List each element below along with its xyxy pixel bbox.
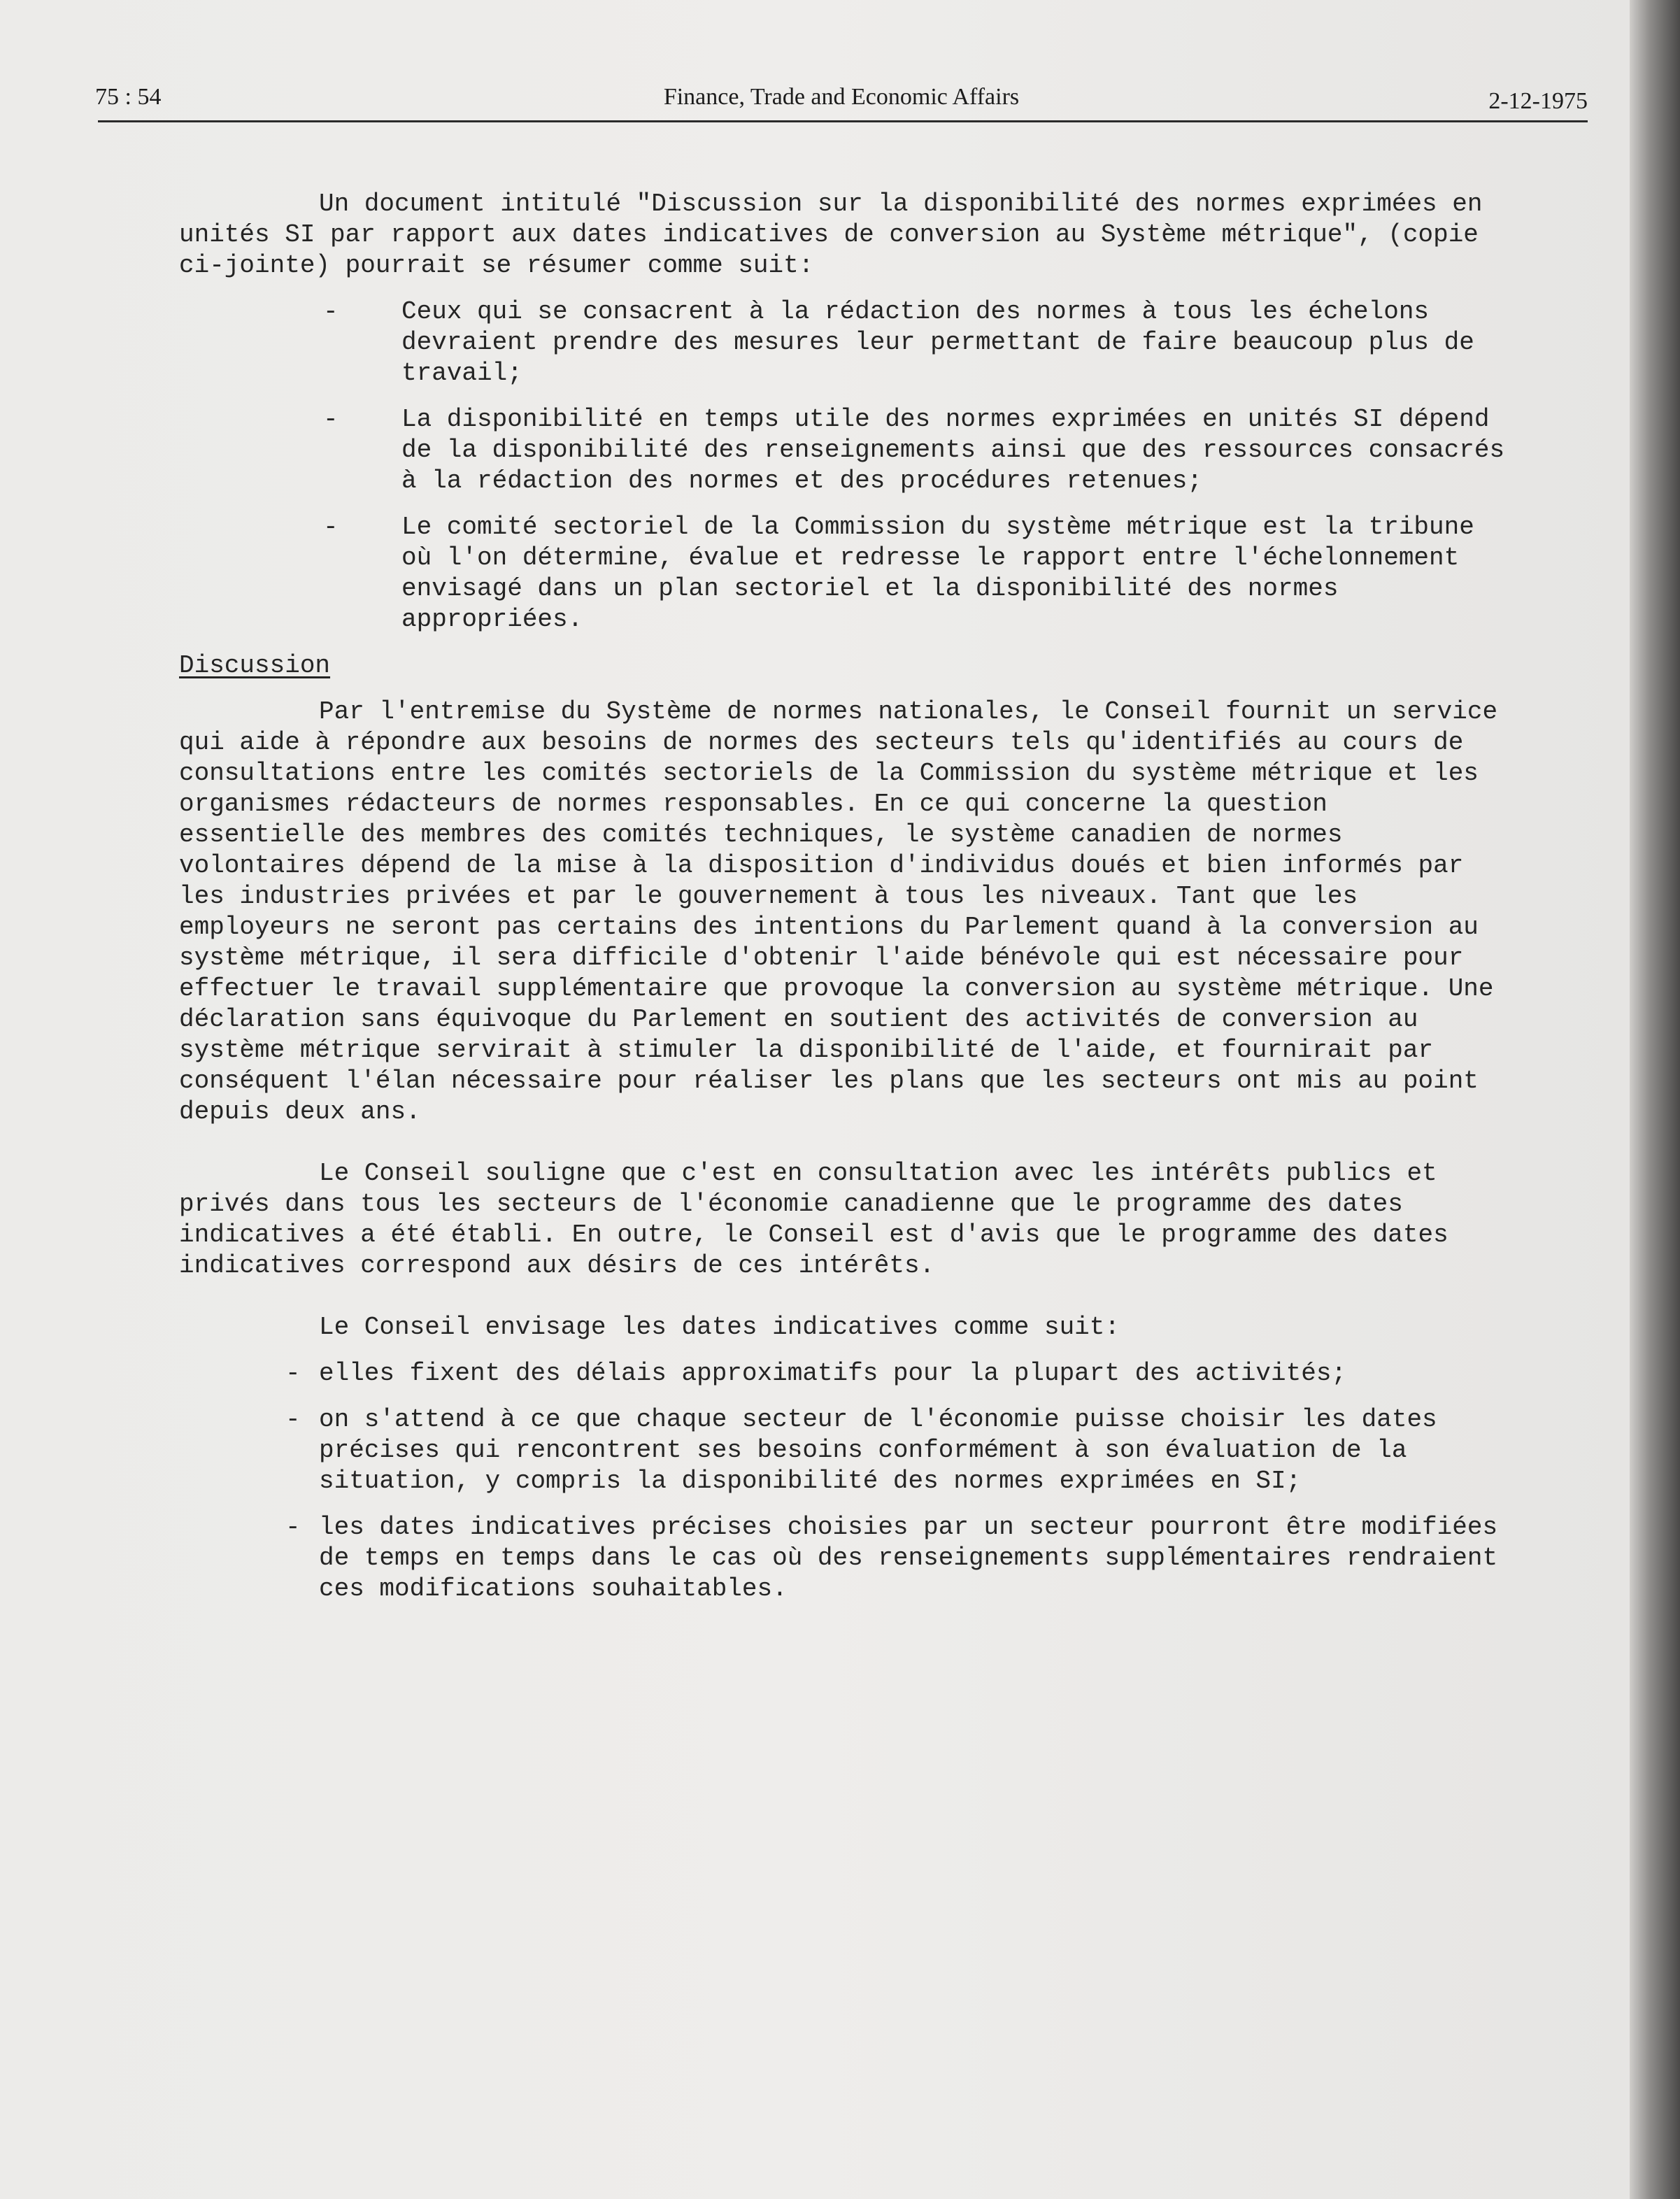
summary-item-text: Ceux qui se consacrent à la rédaction des normes à tous les échelons devraient prendre des mesures leur permettant de faire beaucoup plus de travail; — [401, 297, 1474, 387]
dates-item — [179, 1404, 1508, 1497]
header-rule — [98, 120, 1588, 122]
bullet-marker: - — [285, 1359, 301, 1388]
dates-list — [179, 1358, 1508, 1604]
bullet-marker: - — [323, 513, 339, 541]
dates-item-text: les dates indicatives précises choisies par un secteur pourront être modifiées de temps en temps dans le cas où des renseignements supplémentaires rendraient ces modifications souhaitables. — [319, 1513, 1498, 1603]
binding-edge-shadow — [1630, 0, 1680, 2199]
dates-item — [179, 1512, 1508, 1604]
running-title: Finance, Trade and Economic Affairs — [663, 84, 1020, 110]
discussion-paragraph: Le Conseil souligne que c'est en consultation avec les intérêts publics et privés dans tous les secteurs de l'économie canadienne que le programme des dates indicatives a été établi. En outre, le Conseil est d'avis que le programme des dates indicatives correspond aux désirs de ces intérêts. — [179, 1159, 1448, 1280]
bullet-marker: - — [323, 405, 339, 434]
document-body — [179, 189, 1508, 1604]
dates-item-text: on s'attend à ce que chaque secteur de l'économie puisse choisir les dates précises qui rencontrent ses besoins conformément à son évaluation de la situation, y compris la disponibilité des normes exprimées en SI; — [319, 1405, 1437, 1495]
section-heading — [179, 650, 1508, 681]
intro-paragraph: Un document intitulé "Discussion sur la disponibilité des normes exprimées en unités SI par rapport aux dates indicatives de conversion au Système métrique", (copie ci-jointe) pourrait se résumer comme suit: — [179, 190, 1483, 280]
discussion-paragraph: Le Conseil envisage les dates indicatives comme suit: — [319, 1313, 1120, 1342]
dates-item-text: elles fixent des délais approximatifs pour la plupart des activités; — [319, 1359, 1347, 1388]
summary-item — [179, 404, 1508, 497]
header-date: 2-12-1975 — [1488, 88, 1588, 114]
page-header — [95, 84, 1588, 120]
bullet-marker: - — [323, 297, 339, 326]
bullet-marker: - — [285, 1405, 301, 1434]
discussion-heading: Discussion — [179, 651, 331, 680]
dates-item — [179, 1358, 1508, 1389]
summary-item-text: La disponibilité en temps utile des normes exprimées en unités SI dépend de la disponibilité des renseignements ainsi que des ressources consacrés à la rédaction des normes et des procédures retenues; — [401, 405, 1505, 495]
summary-item — [179, 297, 1508, 389]
summary-item-text: Le comité sectoriel de la Commission du système métrique est la tribune où l'on détermine, évalue et redresse le rapport entre l'échelonnement envisagé dans un plan sectoriel et la disponibilité des normes appropriées. — [401, 513, 1474, 634]
summary-list — [179, 297, 1508, 635]
discussion-paragraph: Par l'entremise du Système de normes nationales, le Conseil fournit un service qui aide à répondre aux besoins de normes des secteurs tels qu'identifiés au cours de consultations entre les comités sectoriels de la Commission du système métrique et les organismes rédacteurs de normes responsables. En ce qui concerne la question essentielle des membres des comités techniques, le système canadien de normes volontaires dépend de la mise à la disposition d'individus doués et bien informés par les industries privées et par le gouvernement à tous les niveaux. Tant que les employeurs ne seront pas certains des intentions du Parlement quand à la conversion au système métrique, il sera difficile d'obtenir l'aide bénévole qui est nécessaire pour effectuer le travail supplémentaire que provoque la conversion au système métrique. Une déclaration sans équivoque du Parlement en soutient des activités de conversion au système métrique servirait à stimuler la disponibilité de l'aide, et fournirait par conséquent l'élan nécessaire pour réaliser les plans que les secteurs ont mis au point depuis deux ans. — [179, 697, 1498, 1126]
bullet-marker: - — [285, 1513, 301, 1542]
summary-item — [179, 512, 1508, 635]
page-number: 75 : 54 — [95, 84, 162, 110]
